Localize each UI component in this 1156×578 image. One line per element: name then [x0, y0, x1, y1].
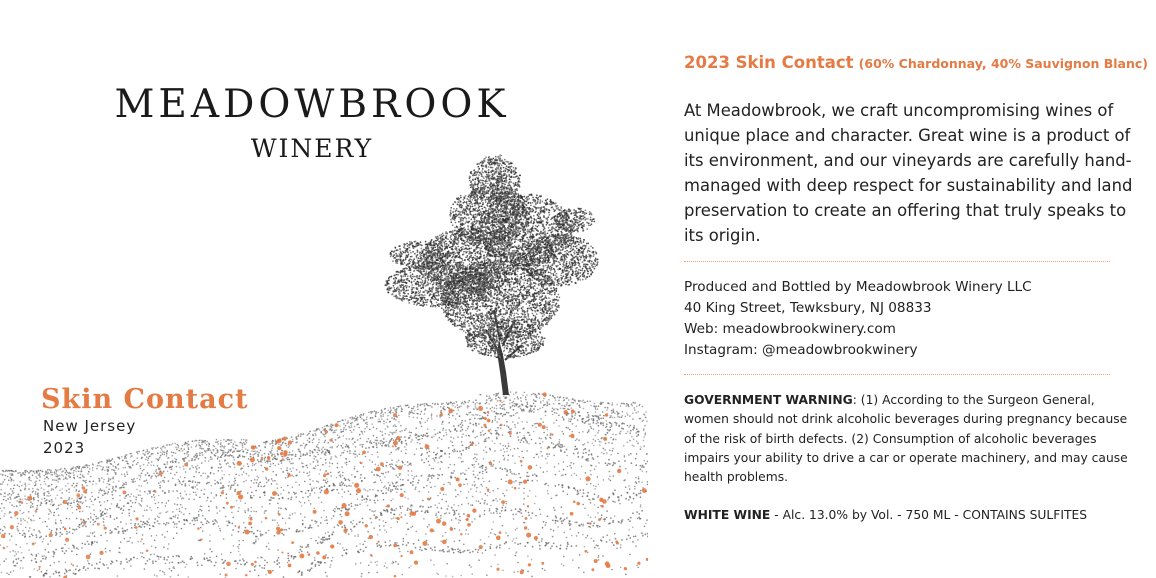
wine-name: Skin Contact [41, 384, 249, 415]
panel-divider [648, 0, 662, 578]
brand-subtitle: WINERY [250, 134, 374, 163]
warning-text: : (1) According to the Surgeon General, women should not drink alcoholic beverages during pregnancy because of the risk of birth defects. (2) Consumption of alcoholic beverages impairs your ability to drive a car or operate machinery, and may cause health problems. [684, 393, 1128, 485]
back-label-panel [684, 0, 1148, 578]
address: 40 King Street, Tewksbury, NJ 08833 [684, 300, 932, 316]
producer-info [684, 277, 1134, 361]
instagram: Instagram: @meadowbrookwinery [684, 342, 918, 358]
winery-story: At Meadowbrook, we craft uncompromising wines of unique place and character. Great wine is a product of its environment, and our vineyards are carefully hand-managed with deep respect for sustainability and land preservation to create an offering that truly speaks to its origin. [684, 101, 1133, 245]
wine-vintage: 2023 [43, 439, 86, 457]
website: Web: meadowbrookwinery.com [684, 321, 896, 337]
alcohol-volume-sulfites: - Alc. 13.0% by Vol. - 750 ML - CONTAINS SULFITES [770, 508, 1088, 522]
dotted-divider [684, 261, 1110, 262]
bottled-by: Produced and Bottled by Meadowbrook Winery LLC [684, 279, 1032, 295]
varietal-blend: (60% Chardonnay, 40% Sauvignon Blanc) [858, 56, 1148, 71]
warning-label: GOVERNMENT WARNING [684, 393, 853, 407]
dotted-divider [684, 374, 1110, 375]
wine-info [684, 508, 1087, 522]
wine-title [684, 53, 1148, 72]
tree-canopy [384, 154, 598, 358]
brand-name: MEADOWBROOK [114, 82, 510, 127]
wine-region: New Jersey [43, 417, 137, 435]
wine-type: WHITE WINE [684, 508, 771, 522]
government-warning [684, 391, 1129, 487]
wine-title-text: 2023 Skin Contact [684, 53, 854, 72]
